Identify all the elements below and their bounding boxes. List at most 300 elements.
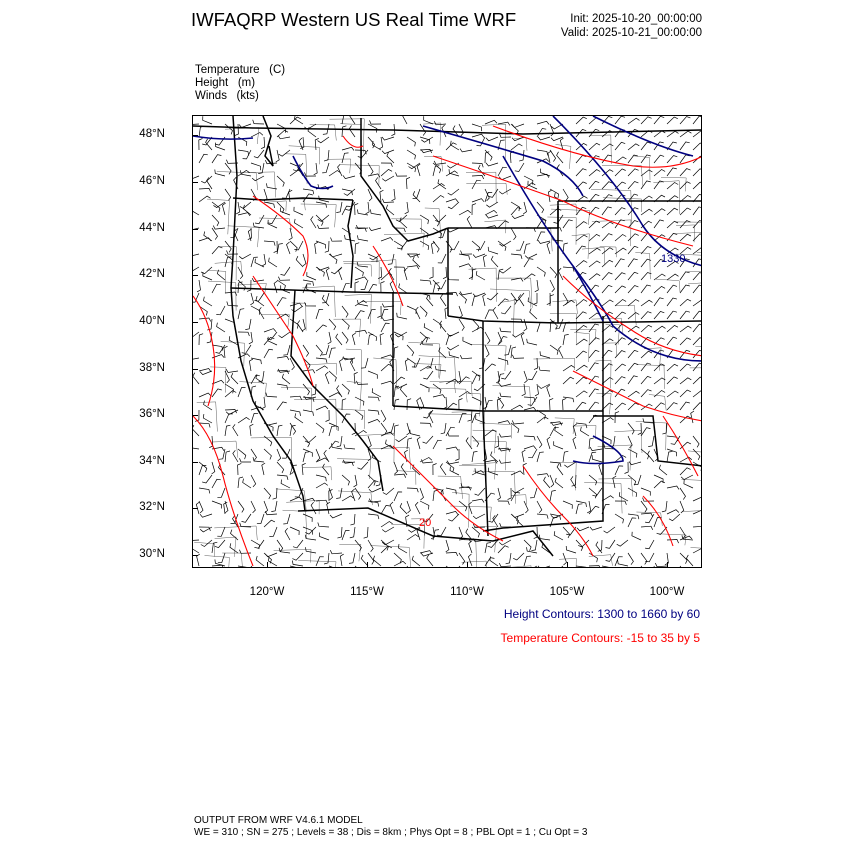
wind-barb xyxy=(448,189,459,195)
wind-barb xyxy=(573,437,576,449)
wind-barb xyxy=(615,235,626,242)
wind-barb xyxy=(404,268,407,280)
wind-barb xyxy=(324,450,329,462)
wind-barb xyxy=(433,395,445,398)
county-line xyxy=(570,330,596,340)
wind-barb xyxy=(230,543,238,553)
wind-barb xyxy=(488,247,498,254)
wind-barb xyxy=(641,566,647,568)
wind-barb xyxy=(295,116,304,124)
wind-barb xyxy=(238,150,249,155)
wind-barb xyxy=(326,410,330,422)
wind-barb xyxy=(254,540,264,548)
wind-barb xyxy=(224,346,228,358)
wind-barb xyxy=(251,133,263,138)
wind-barb xyxy=(399,284,407,294)
lat-label: 38°N xyxy=(139,362,165,374)
temperature-contour xyxy=(343,136,363,147)
wind-barb xyxy=(667,156,677,164)
wind-barb xyxy=(292,561,303,567)
wind-barb xyxy=(193,332,199,338)
wind-barb xyxy=(511,228,516,240)
wind-barb xyxy=(517,517,524,528)
wind-barb xyxy=(654,481,665,488)
wind-barb xyxy=(589,438,594,449)
wind-barb xyxy=(406,177,410,189)
lat-label: 36°N xyxy=(139,408,165,420)
wind-barb xyxy=(212,228,218,240)
wind-barb xyxy=(589,338,600,345)
wind-barb xyxy=(215,540,225,548)
wind-barb xyxy=(654,326,666,332)
wind-barb xyxy=(264,501,268,513)
wind-barb xyxy=(469,541,472,553)
wind-barb xyxy=(357,209,368,215)
county-line xyxy=(310,125,337,141)
wind-barb xyxy=(249,332,253,344)
lon-label: 100°W xyxy=(649,586,685,598)
wind-barb xyxy=(618,560,628,566)
temperature-contour-label: 20 xyxy=(419,517,432,529)
wind-barb xyxy=(349,126,355,138)
wind-barb xyxy=(537,474,549,477)
mt-wy-border xyxy=(448,206,558,228)
model-config: WE = 310 ; SN = 275 ; Levels = 38 ; Dis = 8km ; Phys Opt = 8 ; PBL Opt = 1 ; Cu Opt = 3 xyxy=(194,827,588,838)
wind-barb xyxy=(669,514,680,521)
wind-barb xyxy=(251,475,256,487)
county-line xyxy=(248,172,276,198)
wind-barb xyxy=(550,514,561,520)
wind-barb xyxy=(485,120,497,124)
wind-barb xyxy=(446,241,452,252)
lat-tick xyxy=(192,555,198,556)
wind-barb xyxy=(491,256,498,267)
wind-barb xyxy=(467,216,472,228)
wind-barb xyxy=(396,436,408,442)
lat-label: 46°N xyxy=(139,175,165,187)
wind-barb xyxy=(577,527,589,531)
wind-barb xyxy=(193,121,199,125)
wind-barb xyxy=(512,215,524,219)
wind-barb xyxy=(381,410,386,422)
county-line xyxy=(603,198,642,212)
wind-barb xyxy=(659,465,667,475)
init-time: Init: 2025-10-20_00:00:00 xyxy=(570,13,702,25)
wind-barb xyxy=(204,232,212,242)
wind-barb xyxy=(563,527,570,538)
wind-barb xyxy=(559,346,564,358)
county-line xyxy=(343,261,379,284)
wind-barb xyxy=(314,163,318,175)
wind-barb xyxy=(327,502,330,514)
wind-barb xyxy=(240,202,251,208)
wind-barb xyxy=(524,436,535,440)
wind-barb xyxy=(405,359,408,371)
wind-barb xyxy=(589,221,600,228)
wind-barb xyxy=(402,116,407,124)
wind-barb xyxy=(433,196,444,203)
wind-barb xyxy=(485,543,491,554)
wind-barb xyxy=(680,311,690,319)
wind-barb xyxy=(382,527,394,532)
wind-barb xyxy=(303,452,309,462)
wind-barb xyxy=(238,309,244,319)
wind-barb xyxy=(537,501,542,513)
wind-barb xyxy=(201,176,212,183)
wind-barb xyxy=(238,463,242,475)
wind-barb xyxy=(615,364,626,371)
county-line xyxy=(462,561,487,568)
wind-barb xyxy=(423,371,433,379)
wind-barb xyxy=(602,234,612,241)
wind-barb xyxy=(486,202,498,207)
wind-barb xyxy=(311,502,316,514)
wind-barb xyxy=(381,505,390,514)
wind-barb xyxy=(602,222,613,228)
wind-barb xyxy=(459,553,465,565)
wind-barb xyxy=(680,142,690,150)
wind-barb xyxy=(528,397,537,405)
wind-barb xyxy=(522,450,525,462)
wind-barb xyxy=(394,332,403,340)
wind-barb xyxy=(641,300,653,306)
wind-barb xyxy=(303,514,312,522)
wind-barb xyxy=(343,460,355,464)
wind-barb xyxy=(350,527,355,538)
wind-barb xyxy=(434,161,446,165)
wind-barb xyxy=(381,238,393,242)
wind-barb xyxy=(485,210,497,215)
nv-ca-border xyxy=(291,290,383,491)
wind-barb xyxy=(193,206,199,215)
county-line xyxy=(661,177,686,191)
wind-barb xyxy=(459,527,463,539)
wind-barb xyxy=(215,170,225,177)
wind-barb xyxy=(499,540,511,545)
wind-barb xyxy=(693,324,702,332)
wind-barb xyxy=(337,527,342,538)
county-line xyxy=(464,540,477,568)
wind-barb xyxy=(550,150,556,162)
wind-barb xyxy=(476,271,485,280)
wind-barb xyxy=(247,280,251,291)
county-line xyxy=(550,314,576,344)
wind-barb xyxy=(523,202,526,214)
wind-barb xyxy=(654,116,664,124)
wind-barb xyxy=(331,238,343,242)
wind-barb xyxy=(316,500,328,504)
wind-barb xyxy=(368,436,371,448)
county-line xyxy=(602,343,617,356)
county-line xyxy=(339,544,361,561)
wind-barb xyxy=(693,169,702,176)
wind-barb xyxy=(340,359,343,371)
wind-barb xyxy=(424,323,433,332)
wind-barb xyxy=(316,406,328,410)
wind-barb xyxy=(435,215,446,222)
temperature-contour xyxy=(373,246,403,306)
wind-barb xyxy=(628,144,639,150)
wind-barb xyxy=(564,462,576,467)
wind-barb xyxy=(589,261,600,267)
wind-barb xyxy=(264,449,271,460)
wind-barb xyxy=(262,463,265,475)
wind-barb xyxy=(680,285,690,293)
wind-barb xyxy=(407,399,411,410)
wind-barb xyxy=(524,407,536,410)
wind-barb xyxy=(394,492,402,501)
wind-barb xyxy=(571,476,576,488)
field-winds: Winds (kts) xyxy=(195,90,259,102)
wind-barb xyxy=(498,221,509,228)
wind-barb xyxy=(576,261,587,267)
wind-barb xyxy=(472,397,481,405)
wind-barb xyxy=(628,286,638,294)
wind-barb xyxy=(680,221,691,228)
wind-barb xyxy=(654,209,665,215)
wind-barb xyxy=(243,479,251,488)
wind-barb xyxy=(407,423,410,435)
wind-barb xyxy=(355,566,362,568)
wind-barb xyxy=(524,556,531,566)
wind-barb xyxy=(667,208,678,215)
wind-barb xyxy=(316,202,327,208)
wind-barb xyxy=(273,488,277,499)
wind-barb xyxy=(680,117,690,125)
wind-barb xyxy=(596,542,602,553)
county-line xyxy=(205,556,230,569)
wind-barb xyxy=(486,137,498,141)
wind-barb xyxy=(667,117,678,124)
wind-barb xyxy=(446,540,449,552)
wind-barb xyxy=(336,202,342,213)
wind-barb xyxy=(498,358,508,365)
wind-barb xyxy=(330,514,342,518)
wind-barb xyxy=(240,458,252,462)
wind-barb xyxy=(446,552,458,556)
wind-barb xyxy=(511,293,517,304)
wind-barb xyxy=(329,426,336,436)
wind-barb xyxy=(604,527,615,533)
wind-barb xyxy=(383,488,394,495)
wind-barb xyxy=(524,244,530,254)
wind-barb xyxy=(222,203,225,215)
wind-barb xyxy=(433,440,442,449)
wind-barb xyxy=(641,259,651,267)
wind-barb xyxy=(336,334,342,345)
wind-barb xyxy=(235,124,239,136)
wind-barb xyxy=(251,257,258,267)
wind-barb xyxy=(472,163,483,167)
wind-barb xyxy=(576,169,587,176)
wind-barb xyxy=(429,267,433,279)
wind-barb xyxy=(202,475,212,483)
wind-barb xyxy=(342,475,350,485)
county-line xyxy=(490,289,531,308)
wind-barb xyxy=(680,402,690,410)
wind-barb xyxy=(645,514,654,523)
wind-barb xyxy=(193,176,199,180)
wind-barb xyxy=(628,449,637,458)
wind-barb xyxy=(524,259,533,267)
wind-barb xyxy=(420,501,429,510)
wind-barb xyxy=(264,488,271,499)
county-line xyxy=(452,492,469,527)
wind-barb xyxy=(407,535,419,541)
wind-barb xyxy=(207,177,212,189)
wind-barb xyxy=(615,300,626,307)
wind-barb xyxy=(459,124,464,136)
county-line xyxy=(347,381,362,410)
wind-barb xyxy=(376,177,382,189)
wy-south-border xyxy=(448,316,558,323)
wind-barb xyxy=(316,345,322,356)
lat-tick xyxy=(192,462,198,463)
wind-barb xyxy=(357,235,368,241)
wind-barb xyxy=(316,475,326,481)
wind-barb xyxy=(199,139,203,151)
wind-barb xyxy=(483,255,486,267)
lon-tick xyxy=(667,562,668,568)
wind-barb xyxy=(511,278,523,281)
wind-barb xyxy=(343,175,355,178)
county-line xyxy=(450,506,491,521)
wind-barb xyxy=(576,155,586,163)
wind-barb xyxy=(641,351,652,358)
temperature-contour xyxy=(193,416,253,566)
wind-barb xyxy=(547,242,550,254)
wind-barb xyxy=(602,182,613,189)
wind-barb xyxy=(557,152,563,163)
wind-barb xyxy=(485,310,493,319)
wind-barb xyxy=(329,254,337,264)
wind-barb xyxy=(533,293,537,304)
wind-barb xyxy=(316,325,327,332)
wind-barb xyxy=(511,405,523,410)
wind-barb xyxy=(394,425,399,436)
wind-barb xyxy=(394,347,398,358)
temperature-contour xyxy=(573,371,702,421)
wind-barb xyxy=(641,325,652,332)
wind-barb xyxy=(528,371,537,380)
wind-barb xyxy=(478,165,485,176)
wind-barb xyxy=(486,215,498,218)
wind-barb xyxy=(693,497,702,501)
wind-barb xyxy=(287,242,291,254)
wind-barb xyxy=(537,267,545,277)
lon-tick xyxy=(467,562,468,568)
wind-barb xyxy=(629,462,641,465)
wind-barb xyxy=(203,116,212,124)
wind-barb xyxy=(589,170,600,176)
plot-title: IWFAQRP Western US Real Time WRF xyxy=(191,9,517,30)
wind-barb xyxy=(576,300,587,307)
wind-barb xyxy=(513,553,524,560)
wind-barb xyxy=(628,514,639,519)
wind-barb xyxy=(472,175,484,179)
wind-barb xyxy=(355,267,363,276)
wind-barb xyxy=(329,348,336,358)
lat-label: 42°N xyxy=(139,268,165,280)
wind-barb xyxy=(238,566,249,568)
wind-barb xyxy=(368,553,374,564)
wind-barb xyxy=(641,390,652,397)
wind-barb xyxy=(693,436,699,447)
wind-barb xyxy=(680,378,691,384)
wind-barb xyxy=(667,168,677,176)
wind-barb xyxy=(589,274,600,280)
wind-barb xyxy=(255,215,264,224)
wind-barb xyxy=(342,319,349,330)
wind-barb xyxy=(537,514,548,519)
wind-barb xyxy=(472,199,484,202)
county-line xyxy=(637,365,665,389)
wind-barb xyxy=(355,203,359,215)
wind-barb xyxy=(311,216,316,228)
county-line xyxy=(289,146,320,165)
county-line xyxy=(636,512,662,526)
wind-barb xyxy=(524,319,527,331)
wind-barb xyxy=(667,285,677,293)
wind-barb xyxy=(566,546,576,553)
wind-barb xyxy=(641,513,653,517)
wind-barb xyxy=(262,254,266,266)
county-line xyxy=(285,154,307,184)
wind-barb xyxy=(641,376,651,384)
wind-barb xyxy=(693,248,702,254)
wind-barb xyxy=(203,414,212,423)
wind-barb xyxy=(349,553,355,563)
wind-barb xyxy=(667,364,678,371)
wind-barb xyxy=(499,563,511,567)
wind-barb xyxy=(461,483,472,488)
wind-barb xyxy=(693,207,702,215)
wind-barb xyxy=(381,546,392,553)
wind-barb xyxy=(448,432,459,436)
wind-barb xyxy=(381,355,393,358)
wind-barb xyxy=(256,556,264,566)
wind-barb xyxy=(628,259,638,267)
wind-barb xyxy=(358,462,369,469)
wind-barb xyxy=(498,122,510,125)
wind-barb xyxy=(342,531,350,540)
wind-barb xyxy=(530,488,537,498)
county-line xyxy=(215,261,242,274)
wind-barb xyxy=(264,349,273,358)
wind-barb xyxy=(354,475,357,487)
wind-barb xyxy=(511,423,519,433)
wa-or-border xyxy=(233,198,353,200)
wind-barb xyxy=(654,311,664,319)
wind-barb xyxy=(500,523,511,527)
wind-barb xyxy=(537,322,544,332)
wind-barb xyxy=(468,554,472,566)
map-svg xyxy=(193,116,702,568)
wind-barb xyxy=(381,540,388,550)
wind-barb xyxy=(528,449,537,458)
wind-barb xyxy=(576,117,587,124)
valid-time: Valid: 2025-10-21_00:00:00 xyxy=(560,27,702,39)
wind-barb xyxy=(329,423,338,431)
wind-barb xyxy=(318,137,330,143)
wind-barb xyxy=(285,528,290,540)
lon-label: 115°W xyxy=(350,586,384,598)
wind-barb xyxy=(394,561,406,566)
wind-barb xyxy=(305,302,316,306)
county-line xyxy=(514,138,527,151)
wind-barb xyxy=(251,413,258,423)
temperature-contour xyxy=(663,416,698,476)
